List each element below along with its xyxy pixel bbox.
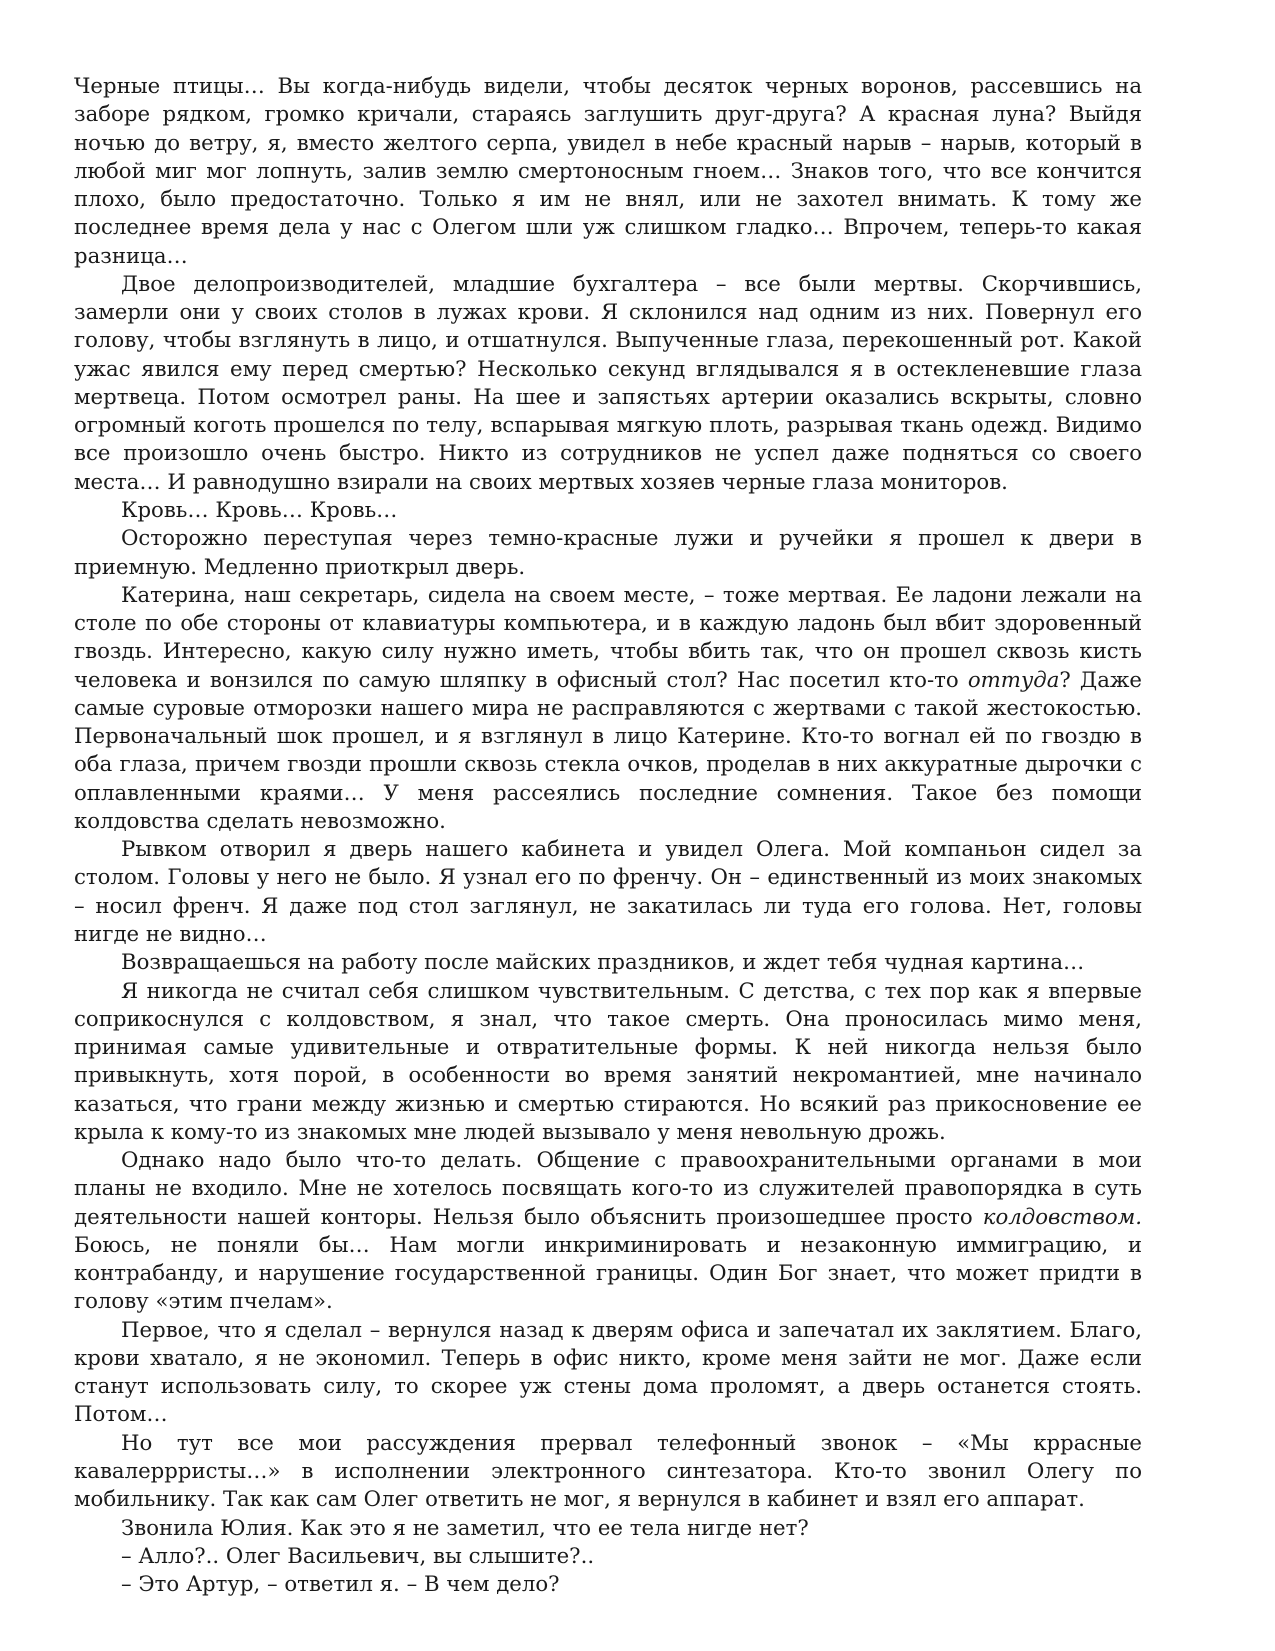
text-run: Возвращаешься на работу после майских праздников, и ждет тебя чудная картина…	[121, 950, 1085, 976]
paragraph	[74, 1147, 1142, 1317]
italic-text-run: колдовством.	[982, 1204, 1142, 1230]
text-run: Осторожно переступая через темно-красные лужи и ручейки я прошел к двери в приемную. Медленно приоткрыл дверь.	[74, 526, 1142, 580]
text-run: ? Даже самые суровые отморозки нашего мира не расправляются с жертвами с такой жестокостью. Первоначальный шок прошел, и я взглянул в лицо Катерине. Кто-то вогнал ей по гвоздю в оба глаза, причем гвозди прошли сквозь стекла очков, проделав в них аккуратные дырочки с оплавленными краями… У меня рассеялись последние сомнения. Такое без помощи колдовства сделать невозможно.	[74, 667, 1142, 834]
text-run: Боюсь, не поняли бы… Нам могли инкриминировать и незаконную иммиграцию, и контрабанду, и нарушение государственной границы. Один Бог знает, что может придти в голову «этим пчелам».	[74, 1232, 1142, 1315]
text-run: Рывком отворил я дверь нашего кабинета и увидел Олега. Мой компаньон сидел за столом. Головы у него не было. Я узнал его по френчу. Он – единственный из моих знакомых – носил френч. Я даже под стол заглянул, не закатилась ли туда его голова. Нет, головы нигде не видно…	[74, 837, 1142, 947]
paragraph	[74, 1543, 1142, 1571]
paragraph	[74, 1430, 1142, 1515]
text-run: Но тут все мои рассуждения прервал телефонный звонок – «Мы кррасные кавалеррристы…» в исполнении электронного синтезатора. Кто-то звонил Олегу по мобильнику. Так как сам Олег ответить не мог, я вернулся в кабинет и взял его аппарат.	[74, 1430, 1142, 1513]
paragraph	[74, 949, 1142, 977]
text-run: Двое делопроизводителей, младшие бухгалтера – все были мертвы. Скорчившись, замерли они у своих столов в лужах крови. Я склонился над одним из них. Повернул его голову, чтобы взглянуть в лицо, и отшатнулся. Выпученные глаза, перекошенный рот. Какой ужас явился ему перед смертью? Несколько секунд вглядывался я в остекленевшие глаза мертвеца. Потом осмотрел раны. На шее и запястьях артерии оказались вскрыты, словно огромный коготь прошелся по телу, вспарывая мягкую плоть, разрывая ткань одежд. Видимо все произошло очень быстро. Никто из сотрудников не успел даже подняться со своего места… И равнодушно взирали на своих мертвых хозяев черные глаза мониторов.	[74, 271, 1142, 495]
paragraph	[74, 1571, 1142, 1599]
text-run: Однако надо было что-то делать. Общение с правоохранительными органами в мои планы не входило. Мне не хотелось посвящать кого-то из служителей правопорядка в суть деятельности нашей конторы. Нельзя было объяснить произошедшее просто	[74, 1148, 1142, 1230]
paragraph	[74, 73, 1142, 271]
paragraph	[74, 1317, 1142, 1430]
text-run: Звонила Юлия. Как это я не заметил, что ее тела нигде нет?	[121, 1515, 809, 1541]
text-run: Катерина, наш секретарь, сидела на своем месте, – тоже мертвая. Ее ладони лежали на столе по обе стороны от клавиатуры компьютера, и в каждую ладонь был вбит здоровенный гвоздь. Интересно, какую силу нужно иметь, чтобы вбить так, что он прошел сквозь кисть человека и вонзился по самую шляпку в офисный стол? Нас посетил кто-то	[74, 582, 1142, 693]
document-body	[74, 73, 1142, 1599]
paragraph	[74, 525, 1142, 582]
text-run: Черные птицы… Вы когда-нибудь видели, чтобы десяток черных воронов, рассевшись на заборе рядком, громко кричали, стараясь заглушить друг-друга? А красная луна? Выйдя ночью до ветру, я, вместо желтого серпа, увидел в небе красный нарыв – нарыв, который в любой миг мог лопнуть, залив землю смертоносным гноем… Знаков того, что все кончится плохо, было предостаточно. Только я им не внял, или не захотел внимать. К тому же последнее время дела у нас с Олегом шли уж слишком гладко… Впрочем, теперь-то какая разница…	[74, 74, 1142, 269]
paragraph	[74, 1515, 1142, 1543]
paragraph	[74, 978, 1142, 1148]
paragraph	[74, 836, 1142, 949]
text-run: Я никогда не считал себя слишком чувствительным. С детства, с тех пор как я впервые соприкоснулся с колдовством, я знал, что такое смерть. Она проносилась мимо меня, принимая самые удивительные и отвратительные формы. К ней никогда нельзя было привыкнуть, хотя порой, в особенности во время занятий некромантией, мне начинало казаться, что грани между жизнью и смертью стираются. Но всякий раз прикосновение ее крыла к кому-то из знакомых мне людей вызывало у меня невольную дрожь.	[74, 978, 1142, 1145]
text-run: – Это Артур, – ответил я. – В чем дело?	[121, 1572, 560, 1598]
paragraph	[74, 497, 1142, 525]
italic-text-run: оттуда	[967, 667, 1060, 693]
paragraph	[74, 271, 1142, 497]
text-run: Первое, что я сделал – вернулся назад к дверям офиса и запечатал их заклятием. Благо, крови хватало, я не экономил. Теперь в офис никто, кроме меня зайти не мог. Даже если станут использовать силу, то скорее уж стены дома проломят, а дверь останется стоять. Потом…	[74, 1317, 1142, 1428]
text-run: – Алло?.. Олег Васильевич, вы слышите?..	[121, 1543, 595, 1569]
text-run: Кровь… Кровь… Кровь…	[121, 497, 398, 523]
paragraph	[74, 582, 1142, 836]
